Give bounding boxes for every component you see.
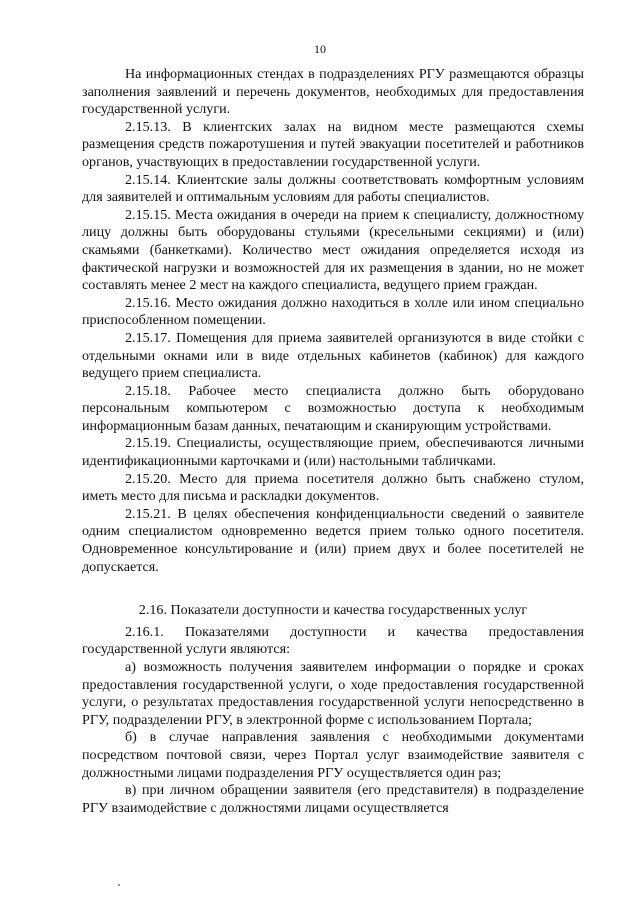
paragraph-2-15-15: 2.15.15. Места ожидания в очереди на прием к специалисту, должностному лицу должны быть оборудованы стульями (кресельными секциями) и (или) скамьями (банкетками). Количество мест ожидания определяется исходя из фактической нагрузки и возможностей для их размещения в здании, но не может составлять менее 2 мест на каждого специалиста, ведущего прием граждан. — [82, 206, 584, 294]
paragraph-2-15-17: 2.15.17. Помещения для приема заявителей организуются в виде стойки с отдельными окнами или в виде отдельных кабинетов (кабинок) для каждого ведущего прием специалиста. — [82, 329, 584, 382]
section-heading-2-16: 2.16. Показатели доступности и качества государственных услуг — [138, 602, 528, 619]
scan-speck — [118, 884, 120, 886]
paragraph-info-stands: На информационных стендах в подразделениях РГУ размещаются образцы заполнения заявлений и перечень документов, необходимых для предоставления государственной услуги. — [82, 66, 584, 118]
document-body — [82, 66, 584, 817]
page-number: 10 — [314, 42, 326, 56]
paragraph-item-b: б) в случае направления заявления с необходимыми документами посредством почтовой связи, через Портал услуг взаимодействие заявителя с должностными лицами подразделения РГУ осуществляется один раз; — [82, 729, 584, 781]
paragraph-2-15-13: 2.15.13. В клиентских залах на видном месте размещаются схемы размещения средств пожаротушения и путей эвакуации посетителей и работников органов, участвующих в предоставлении государственной услуги. — [82, 118, 584, 170]
paragraph-2-15-18: 2.15.18. Рабочее место специалиста должно быть оборудовано персональным компьютером с возможностью доступа к необходимым информационным базам данных, печатающим и сканирующим устройствами. — [82, 382, 584, 434]
paragraph-2-15-20: 2.15.20. Место для приема посетителя должно быть снабжено стулом, иметь место для письма и раскладки документов. — [82, 470, 584, 505]
paragraph-item-v: в) при личном обращении заявителя (его представителя) в подразделение РГУ взаимодействие с должностями лицами осуществляется — [82, 782, 584, 816]
paragraph-2-15-21: 2.15.21. В целях обеспечения конфиденциальности сведений о заявителе одним специалистом одновременно ведется прием только одного посетителя. Одновременное консультирование и (или) прием двух и более посетителей не допускается. — [82, 505, 584, 575]
paragraph-2-15-19: 2.15.19. Специалисты, осуществляющие прием, обеспечиваются личными идентификационными карточками и (или) настольными табличками. — [82, 435, 584, 470]
paragraph-2-15-14: 2.15.14. Клиентские залы должны соответствовать комфортным условиям для заявителей и оптимальным условиям для работы специалистов. — [82, 171, 584, 206]
paragraph-item-a: а) возможность получения заявителем информации о порядке и сроках предоставления государственной услуги, о ходе предоставления государственной услуги, о результатах предоставления государственной услуги непосредственно в РГУ, подразделении РГУ, в электронной форме с использованием Портала; — [82, 659, 584, 728]
paragraph-2-15-16: 2.15.16. Место ожидания должно находиться в холле или ином специально приспособленном помещении. — [82, 294, 584, 329]
paragraph-2-16-1: 2.16.1. Показателями доступности и качества предоставления государственной услуги являются: — [82, 623, 584, 658]
